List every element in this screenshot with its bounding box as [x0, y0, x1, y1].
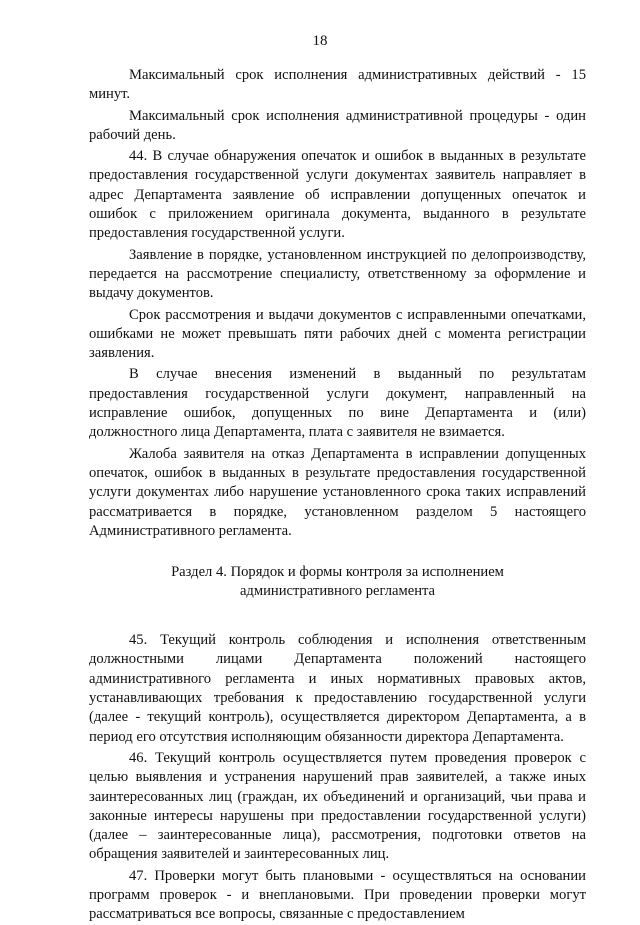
paragraph-no-fee: В случае внесения изменений в выданный по результатам предоставления государственной услуги документ, направленный на исправление ошибок, допущенных по вине Департамента и (или) должностного лица Департамента, плата с заявителя не взимается. [89, 366, 586, 441]
document-body [89, 66, 586, 925]
paragraph-47: 47. Проверки могут быть плановыми - осуществляться на основании программ проверок - и внеплановыми. При проведении проверки могут рассматриваться все вопросы, связанные с предоставлением [89, 867, 586, 923]
page-number: 18 [312, 33, 328, 49]
section-heading [89, 563, 586, 601]
section-heading-line-1: Раздел 4. Порядок и формы контроля за исполнением [171, 564, 504, 581]
paragraph-complaint: Жалоба заявителя на отказ Департамента в исправлении допущенных опечаток, ошибок в выданных в результате предоставления государственной услуги документах либо нарушение установленного срока таких исправлений рассматривается в порядке, установленном разделом 5 настоящего Административного регламента. [89, 445, 586, 539]
paragraph-44: 44. В случае обнаружения опечаток и ошибок в выданных в результате предоставления государственной услуги документах заявитель направляет в адрес Департамента заявление об исправлении допущенных опечаток и ошибок с приложением оригинала документа, выданного в результате предоставления государственной услуги. [89, 148, 586, 242]
paragraph-46: 46. Текущий контроль осуществляется путем проведения проверок с целью выявления и устранения нарушений прав заявителей, а также иных заинтересованных лиц (граждан, их объединений и организаций, чьи права и законные интересы нарушены при предоставлении государственной услуги) (далее – заинтересованные лица), рассмотрения, подготовки ответов на обращения заявителей и заинтересованных лиц. [89, 749, 586, 863]
paragraph-max-action-time: Максимальный срок исполнения административных действий - 15 минут. [89, 67, 586, 103]
paragraph-review-term: Срок рассмотрения и выдачи документов с исправленными опечатками, ошибками не может превышать пяти рабочих дней с момента регистрации заявления. [89, 306, 586, 362]
paragraph-45: 45. Текущий контроль соблюдения и исполнения ответственным должностными лицами Департамента положений настоящего административного регламента и иных нормативных правовых актов, устанавливающих требования к предоставлению государственной услуги (далее - текущий контроль), осуществляется директором Департамента, а в период его отсутствия исполняющим обязанности директора Департамента. [89, 632, 586, 745]
paragraph-application-transfer: Заявление в порядке, установленном инструкцией по делопроизводству, передается на рассмотрение специалисту, ответственному за оформление и выдачу документов. [89, 246, 586, 302]
paragraph-max-procedure-time: Максимальный срок исполнения административной процедуры - один рабочий день. [89, 107, 586, 143]
section-heading-line-2: административного регламента [239, 583, 436, 600]
